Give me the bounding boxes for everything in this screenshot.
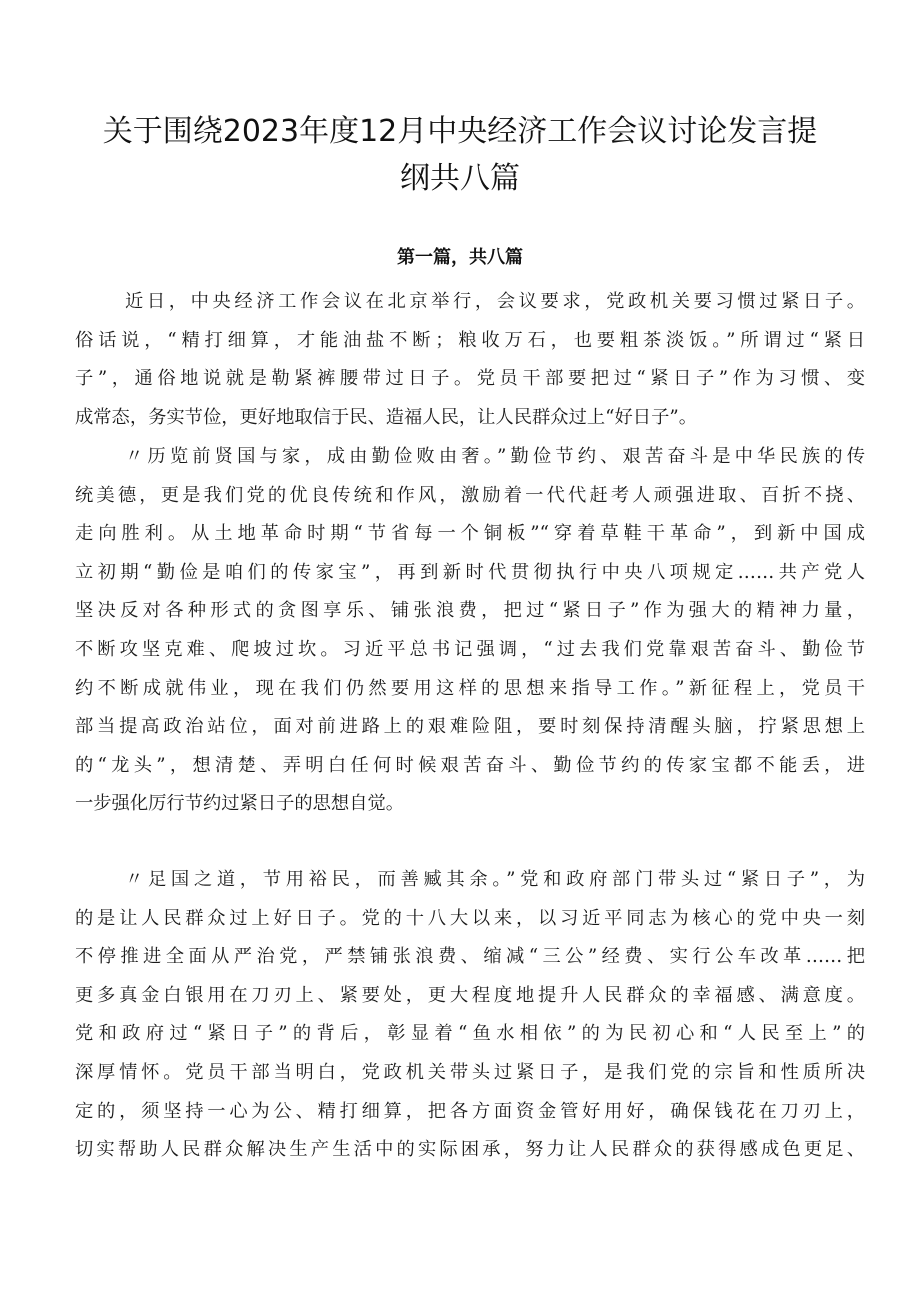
- paragraph-line: 坚决反对各种形式的贪图享乐、铺张浪费，把过“紧日子”作为强大的精神力量，: [75, 600, 865, 622]
- paragraph-line: 俗话说，“精打细算，才能油盐不断；粮收万石，也要粗茶淡饭。”所谓过“紧日: [75, 329, 865, 351]
- paragraph-line: 更多真金白银用在刀刃上、紧要处，更大程度地提升人民群众的幸福感、满意度。: [75, 984, 865, 1006]
- paragraph-3: [75, 861, 865, 1170]
- paragraph-line: 部当提高政治站位，面对前进路上的艰难险阻，要时刻保持清醒头脑，拧紧思想上: [75, 716, 865, 738]
- paragraph-line: 深厚情怀。党员干部当明白，党政机关带头过紧日子，是我们党的宗旨和性质所决: [75, 1061, 865, 1083]
- title-line: 关于围绕2023年度12月中央经济工作会议讨论发言提: [102, 114, 818, 149]
- paragraph-line: 不停推进全面从严治党，严禁铺张浪费、缩减“三公”经费、实行公车改革……把: [75, 946, 865, 968]
- paragraph-line: 的是让人民群众过上好日子。党的十八大以来，以习近平同志为核心的党中央一刻: [75, 907, 865, 929]
- paragraph-line: 子”，通俗地说就是勒紧裤腰带过日子。党员干部要把过“紧日子”作为习惯、变: [75, 368, 865, 390]
- paragraph-line: 不断攻坚克难、爬坡过坎。习近平总书记强调，“过去我们党靠艰苦奋斗、勤俭节: [75, 638, 865, 660]
- paragraph-line: 近日，中央经济工作会议在北京举行，会议要求，党政机关要习惯过紧日子。: [125, 291, 865, 312]
- paragraph-line: 一步强化厉行节约过紧日子的思想自觉。: [75, 793, 405, 815]
- paragraph-line: 立初期“勤俭是咱们的传家宝”，再到新时代贯彻执行中央八项规定……共产党人: [75, 561, 865, 583]
- paragraph-2: [75, 438, 865, 824]
- paragraph-line: 切实帮助人民群众解决生产生活中的实际困承，努力让人民群众的获得感成色更足、: [75, 1139, 865, 1161]
- paragraph-line: 约不断成就伟业，现在我们仍然要用这样的思想来指导工作。”新征程上，党员干: [75, 677, 865, 699]
- paragraph-line: 走向胜利。从土地革命时期“节省每一个铜板”“穿着草鞋干革命”，到新中国成: [75, 523, 865, 545]
- document-title: [60, 108, 860, 202]
- section-heading: 第一篇，共八篇: [397, 247, 523, 268]
- paragraph-line: 的“龙头”，想清楚、弄明白任何时候艰苦奋斗、勤俭节约的传家宝都不能丢，进: [75, 754, 865, 776]
- paragraph-1: [75, 283, 865, 437]
- paragraph-line: 〃足国之道，节用裕民，而善臧其余。”党和政府部门带头过“紧日子”，为: [125, 869, 865, 890]
- paragraph-line: 〃历览前贤国与家，成由勤俭败由奢。”勤俭节约、艰苦奋斗是中华民族的传: [125, 446, 865, 467]
- title-line: 纲共八篇: [400, 161, 520, 196]
- paragraph-line: 成常态，务实节俭，更好地取信于民、造福人民，让人民群众过上“好日子”。: [75, 406, 697, 428]
- paragraph-line: 定的，须坚持一心为公、精打细算，把各方面资金管好用好，确保钱花在刀刃上，: [75, 1100, 865, 1122]
- paragraph-line: 党和政府过“紧日子”的背后，彰显着“鱼水相依”的为民初心和“人民至上”的: [75, 1023, 865, 1045]
- paragraph-line: 统美德，更是我们党的优良传统和作风，激励着一代代赶考人顽强进取、百折不挠、: [75, 484, 865, 506]
